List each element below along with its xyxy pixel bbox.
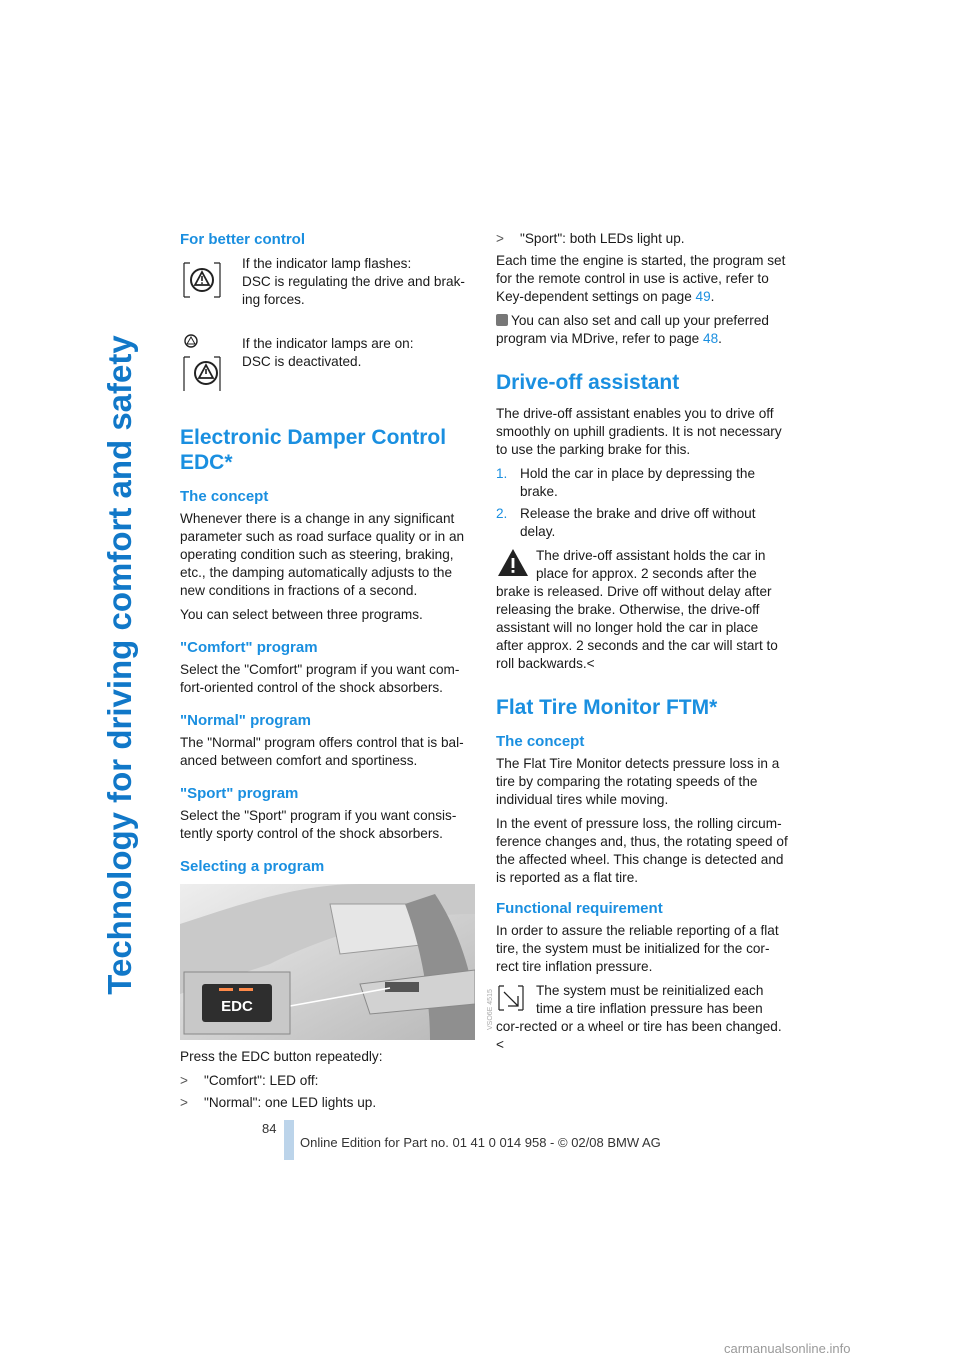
functional-paragraph: In order to assure the reliable reporting of a flat tire, the system must be initialized for the cor-rect tire inflation pressure. [496,923,779,974]
dsc-off-icon [180,333,228,402]
list-marker: > [180,1095,188,1110]
normal-paragraph: The "Normal" program offers control that is bal-anced between comfort and sportiness. [180,735,464,768]
flash-text-2: DSC is regulating the drive and brak-ing forces. [242,274,465,307]
heading-sport: "Sport" program [180,785,299,802]
dsc-flash-row [180,253,475,333]
warning-triangle-icon [496,547,534,583]
right-column [496,230,789,1060]
list-text: "Comfort": LED off: [204,1073,319,1088]
comfort-paragraph: Select the "Comfort" program if you want com-fort-oriented control of the shock absorbers. [180,662,460,695]
list-text: "Sport": both LEDs light up. [520,231,685,246]
list-item-sport [496,230,789,248]
on-text-2: DSC is deactivated. [242,354,362,369]
note-text: The system must be reinitialized each time a tire inflation pressure has been cor-rected or a wheel or tire has been changed.< [496,983,782,1052]
press-paragraph: Press the EDC button repeatedly: [180,1049,383,1064]
list-item-normal [180,1094,475,1112]
chapter-side-title: Technology for driving comfort and safety [101,335,138,995]
mdrive-paragraph: You can also set and call up your preferred program via MDrive, refer to page 48. [496,313,769,346]
info-note [496,982,789,1054]
concept-paragraph-1: Whenever there is a change in any significant parameter such as road surface quality or in an operating condition such as steering, braking, etc., the damping automatically adjusts to the new conditions in fractions of a second. [180,511,465,598]
ftm-paragraph-1: The Flat Tire Monitor detects pressure loss in a tire by comparing the rotating speeds of the individual tires while moving. [496,756,780,807]
warning-note [496,547,789,673]
step-1 [496,465,789,501]
heading-selecting: Selecting a program [180,858,325,875]
list-text: "Normal": one LED lights up. [204,1095,377,1110]
ftm-paragraph-2: In the event of pressure loss, the rolling circum-ference changes and, thus, the rotating speed of the affected wheel. This change is detected and is reported as a flat tire. [496,816,788,885]
heading-comfort: "Comfort" program [180,639,318,656]
step-number: 2. [496,506,508,521]
sport-paragraph: Select the "Sport" program if you want consis-tently sporty control of the shock absorbers. [180,808,457,841]
dsc-warning-icon [180,257,224,306]
flash-text-1: If the indicator lamp flashes: [242,256,412,271]
page-number: 84 [262,1121,277,1136]
drive-off-paragraph: The drive-off assistant enables you to drive off smoothly on uphill gradients. It is not necessary to use the parking brake for this. [496,406,782,457]
step-text: Release the brake and drive off without delay. [520,506,756,539]
edition-text: Online Edition for Part no. 01 41 0 014 958 - © 02/08 BMW AG [300,1135,661,1150]
step-2 [496,505,789,541]
note-arrow-icon [496,982,534,1018]
warning-text: The drive-off assistant holds the car in place for approx. 2 seconds after the brake is released. Drive off without delay after releasing the brake. Otherwise, the drive-off assistant will no longer hold the car in place after approx. 2 seconds and the car will start to roll backwards.< [496,548,778,671]
dsc-on-row [180,333,475,405]
footer-bar [284,1120,294,1160]
heading-better-control: For better control [180,231,306,248]
heading-edc: Electronic Damper Control EDC* [180,426,447,474]
heading-ftm-concept: The concept [496,733,585,750]
heading-flat-tire: Flat Tire Monitor FTM* [496,696,718,719]
list-item-comfort [180,1072,475,1090]
page-link-48[interactable]: 48 [703,331,719,346]
watermark: carmanualsonline.info [724,1341,851,1356]
heading-functional: Functional requirement [496,900,663,917]
heading-normal: "Normal" program [180,712,311,729]
photo-code: VSO6E 4515 [487,989,494,1030]
edc-button-photo [180,884,475,1040]
list-marker: > [180,1073,188,1088]
step-number: 1. [496,466,508,481]
edc-button-label: EDC [221,998,253,1015]
list-marker: > [496,231,504,246]
on-text-1: If the indicator lamps are on: [242,336,414,351]
engine-paragraph: Each time the engine is started, the program set for the remote control in use is active, refer to Key-dependent settings on page 49. [496,253,786,304]
page-link-49[interactable]: 49 [695,289,711,304]
concept-paragraph-2: You can select between three programs. [180,607,423,622]
step-text: Hold the car in place by depressing the brake. [520,466,756,499]
mdrive-icon [496,314,508,326]
heading-drive-off: Drive-off assistant [496,371,680,394]
left-column [180,230,475,1116]
heading-concept: The concept [180,488,269,505]
